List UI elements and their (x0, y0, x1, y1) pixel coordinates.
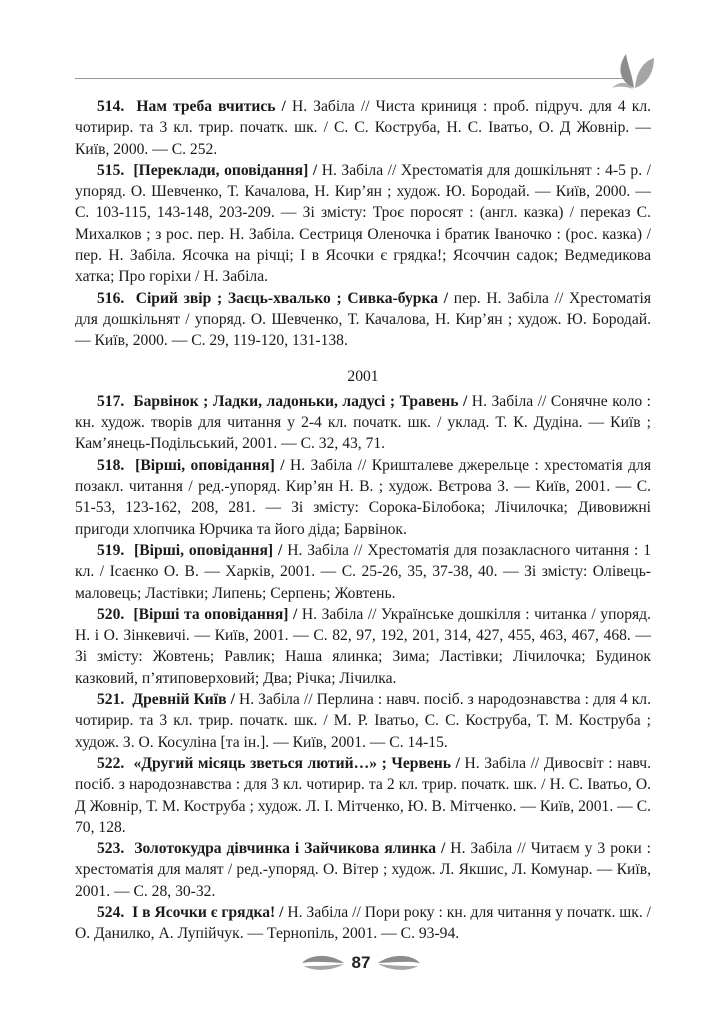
page-footer (0, 948, 722, 978)
entry-text: Н. Забіла // Чиста криниця : проб. підруч. для 4 кл. чотирир. та 3 кл. трир. початк. шк. / С. С. Коструба, Н. С. Іватьо, О. Д Жовнір. — Київ, 2000. — С. 252. (75, 98, 651, 158)
entry-number: 519. (97, 541, 125, 559)
leaf-ornament-icon (612, 48, 656, 90)
bibliography-entry (75, 96, 651, 160)
bibliography-entry (75, 160, 651, 288)
entry-title: Нам треба вчитись / (136, 98, 286, 115)
bibliography-entry (75, 604, 651, 689)
entry-text: Н. Забіла // Українське дошкілля : читанка / упоряд. Н. і О. Зінкевичі. — Київ, 2001. — С. 82, 97, 192, 201, 314, 427, 455, 463, 467, 468. — Зі змісту: Жовтень; Равлик; Наша ялинка; Зима; Ластівки; Лічилочка; Будинок казковий, п’ятиповерховий; Два; Річка; Лічилка. (75, 605, 652, 687)
bibliography-entry (75, 540, 651, 604)
entry-title: Сірий звір ; Заєць-хвалько ; Сивка-бурка / (135, 289, 449, 307)
entry-text: Н. Забіла // Хрестоматія для позакласного читання : 1 кл. / Ісаєнко О. В. — Харків, 2001. — С. 25-26, 35, 37-38, 40. — Зі змісту: Олівець-маловець; Ластівки; Липень; Серпень; Жовтень. (75, 541, 651, 602)
entry-text: Н. Забіла // Дивосвіт : навч. посіб. з народознавства : для 3 кл. чотирир. та 2 кл. трир. початк. шк. / Н. С. Іватьо, О. Д Жовнір, Т. М. Коструба ; худож. Л. І. Мітченко, Ю. В. Мітченко. — Київ, 2001. — С. 70, 128. (75, 754, 652, 836)
entry-text: пер. Н. Забіла // Хрестоматія для дошкільнят / упоряд. О. Шевченко, Т. Качалова, Н. Кир’ян ; худож. Ю. Бородай. — Київ, 2000. — С. 29, 119-120, 131-138. (75, 289, 652, 350)
header-rule (75, 78, 631, 79)
bibliography-entry (75, 902, 651, 945)
entry-title: Древній Київ / (132, 691, 235, 709)
entry-number: 524. (97, 903, 125, 921)
entry-title: І в Ясочки є грядка! / (132, 903, 284, 921)
bibliography-entry (75, 288, 651, 352)
entry-number: 521. (97, 691, 125, 709)
year-heading: 2001 (347, 367, 379, 385)
entry-text: Н. Забіла // Кришталеве джерельце : хрестоматія для позакл. читання / ред.-упоряд. Кир’ян Н. В. ; худож. Вєтрова З. — Київ, 2001. — С. 51-53, 123-162, 208, 281. — Зі змісту: Сорока-Білобока; Лічилочка; Дивовижні пригоди хлопчика Юрчика та його діда; Барвінок. (75, 456, 652, 538)
bibliography-entry (75, 753, 651, 838)
entries-2000 (75, 96, 651, 352)
entry-text: Н. Забіла // Перлина : навч. посіб. з народознавства : для 4 кл. чотирир. та 3 кл. трир. початк. шк. / М. Р. Іватьо, С. С. Коструба, Т. М. Коструба ; худож. З. О. Косуліна [та ін.]. — Київ, 2001. — С. 14-15. (75, 691, 651, 751)
entry-number: 523. (97, 840, 125, 858)
entry-title: «Другий місяць зветься лютий…» ; Червень / (133, 754, 460, 772)
leaf-swash-icon (376, 954, 422, 972)
entry-title: [Переклади, оповідання] / (133, 161, 318, 179)
entry-title: [Вірші, оповідання] / (134, 541, 283, 559)
entry-number: 517. (97, 392, 125, 410)
entry-title: Барвінок ; Ладки, ладоньки, ладусі ; Травень / (133, 392, 468, 410)
entry-number: 516. (97, 289, 125, 307)
entry-text: Н. Забіла // Хрестоматія для дошкільнят : 4-5 р. / упоряд. О. Шевченко, Т. Качалова, Н. Кир’ян ; худож. Ю. Бородай. — Київ, 2000. — С. 103-115, 143-148, 203-209. — Зі змісту: Троє поросят : (англ. казка) / переказ С. Михалков ; з рос. пер. Н. Забіла. Сестриця Оленочка і братик Іваночко : (рос. казка) / пер. Н. Забіла. Ясочка на річці; І в Ясочки є грядка!; Ясоччин садок; Ведмедикова хатка; Про горіхи / Н. Забіла. (75, 161, 652, 286)
entry-text: Н. Забіла // Сонячне коло : кн. худож. творів для читання у 2-4 кл. початк. шк. / уклад. Т. К. Дудіна. — Київ ; Кам’янець-Подільський, 2001. — С. 32, 43, 71. (75, 392, 652, 453)
bibliography-entry (75, 689, 651, 753)
entry-number: 522. (97, 754, 125, 772)
entry-title: [Вірші, оповідання] / (135, 456, 285, 474)
entry-number: 515. (97, 161, 125, 179)
entry-number: 514. (97, 98, 125, 115)
entry-title: Золотокудра дівчинка і Зайчикова ялинка / (134, 840, 446, 858)
entry-text: Н. Забіла // Читаєм у 3 роки : хрестоматія для малят / ред.-упоряд. О. Вітер ; худож. Л. Якшис, Л. Комунар. — Київ, 2001. — С. 28, 30-32. (75, 840, 652, 900)
bibliography-entry (75, 455, 651, 540)
entry-number: 518. (97, 456, 125, 474)
entry-title: [Вірші та оповідання] / (133, 605, 298, 623)
entries-2001 (75, 391, 651, 945)
entry-number: 520. (97, 605, 125, 623)
entry-text: Н. Забіла // Пори року : кн. для читання у початк. шк. / О. Данилко, А. Лупійчук. — Тернопіль, 2001. — С. 93-94. (75, 903, 652, 943)
leaf-swash-icon (300, 954, 346, 972)
page-number: 87 (351, 953, 371, 972)
bibliography-list (75, 96, 651, 945)
bibliography-entry (75, 391, 651, 455)
bibliography-entry (75, 838, 651, 902)
